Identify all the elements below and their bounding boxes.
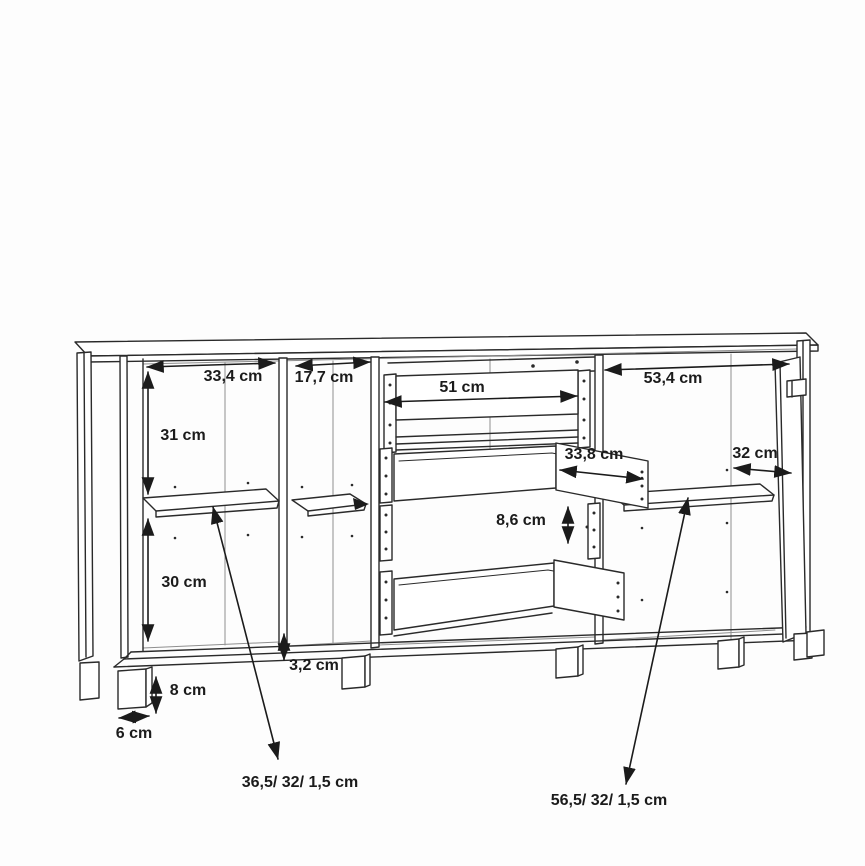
dim-label-right-width: 53,4 cm xyxy=(643,370,703,387)
bottom-plinth xyxy=(114,627,813,667)
door-handle-icon xyxy=(787,379,806,397)
dim-label-lower-height: 30 cm xyxy=(161,574,207,591)
right-door-panel xyxy=(775,357,806,642)
partition-left xyxy=(279,358,287,650)
partition-mid-left xyxy=(371,357,379,648)
left-side-panel xyxy=(120,356,143,658)
shelf-pointer-icon xyxy=(353,498,369,510)
dim-label-upper-height: 31 cm xyxy=(160,427,206,444)
dim-label-foot-width: 6 cm xyxy=(115,725,153,742)
leader-large-shelf xyxy=(626,498,688,784)
bottom-drawer xyxy=(380,560,624,636)
dim-label-drawer-width: 51 cm xyxy=(439,379,485,396)
dim-label-small-shelf: 36,5/ 32/ 1,5 cm xyxy=(241,774,359,791)
dim-arrow-6 xyxy=(119,716,149,718)
dim-label-left-width: 33,4 cm xyxy=(203,368,263,385)
dim-label-foot-height: 8 cm xyxy=(169,682,207,699)
top-drawer xyxy=(384,370,590,453)
dim-label-right-depth: 32 cm xyxy=(732,445,778,462)
dim-label-drawer-depth: 33,8 cm xyxy=(564,446,624,463)
dim-label-drawer-height: 8,6 cm xyxy=(496,512,546,529)
left-shelf xyxy=(143,489,279,517)
dim-label-large-shelf: 56,5/ 32/ 1,5 cm xyxy=(550,792,668,809)
dim-label-middle-width: 17,7 cm xyxy=(294,369,354,386)
dim-label-bottom-thickness: 3,2 cm xyxy=(289,657,339,674)
drawer-rails xyxy=(380,503,600,561)
middle-shelf xyxy=(292,494,369,516)
top-board xyxy=(75,333,818,362)
leader-small-shelf xyxy=(213,507,278,759)
left-door-panel xyxy=(77,352,93,661)
